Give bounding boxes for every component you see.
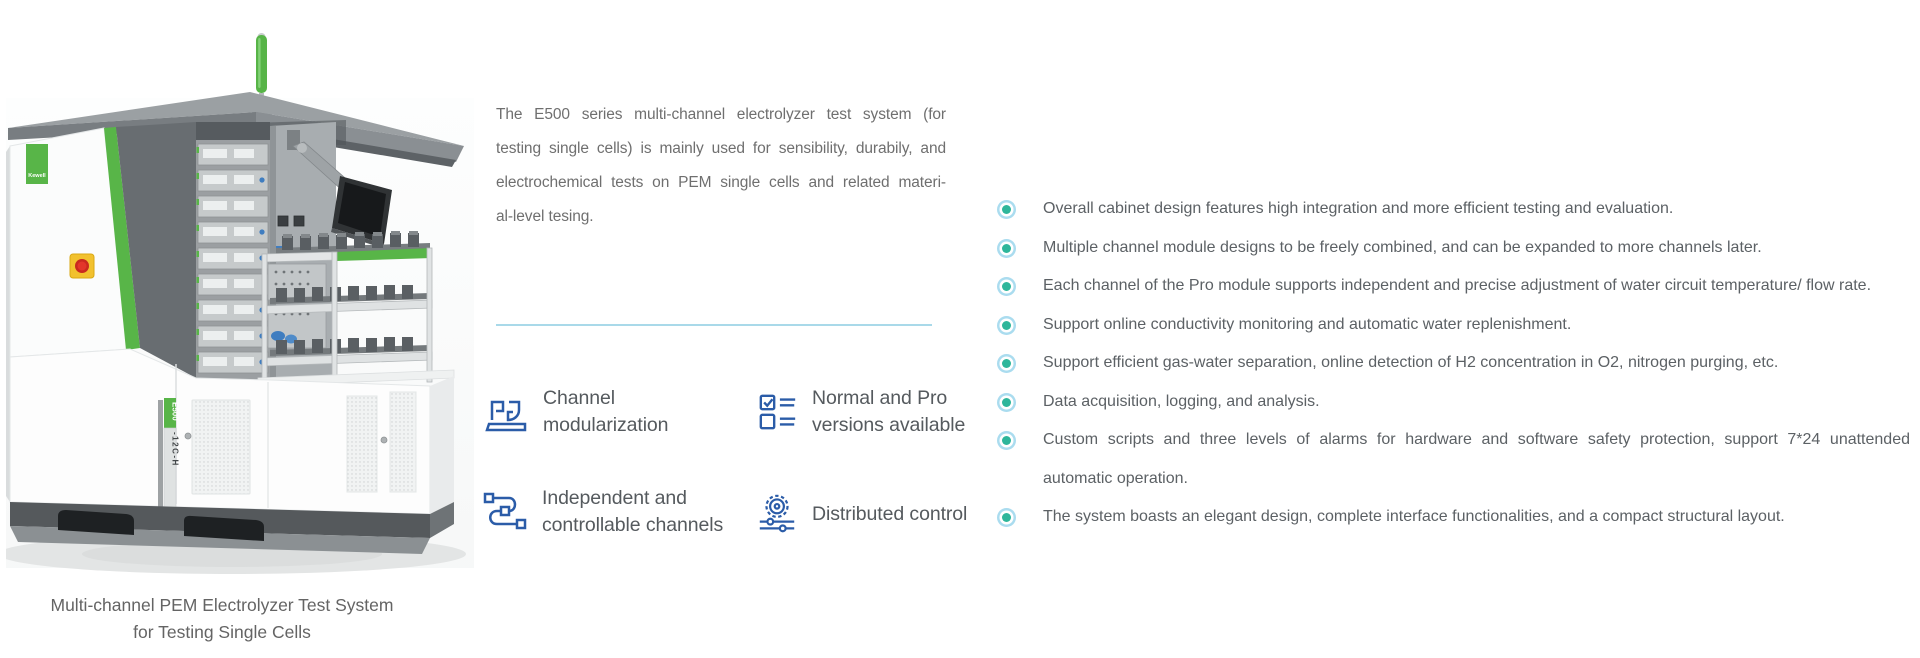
product-image	[6, 8, 506, 583]
independent-channels-icon	[481, 490, 529, 534]
test-bench	[262, 231, 432, 382]
feature-channel-modularization	[484, 384, 668, 440]
bullet-icon	[1002, 244, 1011, 253]
intro-line: al-level tesing.	[496, 208, 594, 225]
highlight-item	[998, 383, 1910, 422]
product-caption-line1: Multi-channel PEM Electrolyzer Test System	[50, 595, 394, 615]
intro-line: testing single cells) is mainly used for sensibility, durabily, and	[496, 140, 946, 157]
model-label-green-text: E500	[170, 402, 180, 421]
highlight-item	[998, 498, 1910, 537]
emergency-stop-button	[70, 254, 94, 278]
feature-versions	[757, 384, 965, 440]
distributed-control-icon	[755, 491, 799, 537]
product-figure	[6, 8, 506, 658]
module-rack	[197, 144, 269, 373]
intro-paragraph	[496, 98, 946, 234]
product-caption-line2: for Testing Single Cells	[133, 622, 311, 642]
versions-icon	[757, 390, 799, 434]
highlight-text: The system boasts an elegant design, complete interface functionalities, and a compact structural layout.	[1043, 508, 1785, 525]
intro-line: The E500 series multi-channel electrolyzer test system (for	[496, 106, 946, 123]
feature-label: Distributed control	[812, 502, 968, 525]
bullet-icon	[1002, 321, 1011, 330]
highlight-item	[998, 190, 1910, 229]
bullet-icon	[1002, 513, 1011, 522]
brand-logo	[26, 144, 48, 184]
highlight-text: Support efficient gas-water separation, online detection of H2 concentration in O2, nitrogen purging, etc.	[1043, 354, 1779, 371]
model-label-suffix-text: -12C-H	[170, 432, 180, 467]
highlight-text: Overall cabinet design features high integration and more efficient testing and evaluation.	[1043, 200, 1674, 217]
bullet-icon	[1002, 436, 1011, 445]
feature-distributed-control	[755, 486, 967, 542]
channel-modularization-icon	[484, 389, 530, 435]
highlight-item	[998, 306, 1910, 345]
feature-label: Normal and Pro versions available	[812, 387, 966, 436]
highlight-item	[998, 267, 1910, 306]
bullet-icon	[1002, 398, 1011, 407]
feature-label: Independent and controllable channels	[542, 487, 724, 536]
bullet-icon	[1002, 205, 1011, 214]
highlight-item	[998, 229, 1910, 268]
feature-independent-channels	[481, 484, 723, 540]
bullet-icon	[1002, 282, 1011, 291]
section-divider	[496, 324, 932, 326]
highlight-text: Multiple channel module designs to be freely combined, and can be expanded to more channels later.	[1043, 238, 1762, 256]
bullet-icon	[1002, 359, 1011, 368]
highlight-text: Support online conductivity monitoring and automatic water replenishment.	[1043, 315, 1572, 333]
highlights-list	[998, 190, 1910, 537]
highlight-text: Custom scripts and three levels of alarms for hardware and software safety protection, support 7*24 unattended automatic operation.	[1043, 431, 1910, 487]
highlight-item	[998, 421, 1910, 498]
feature-label: Channel modularization	[543, 387, 669, 436]
highlight-text: Data acquisition, logging, and analysis.	[1043, 392, 1320, 410]
model-label	[158, 398, 180, 512]
intro-line: electrochemical tests on PEM single cells and related materi-	[496, 174, 946, 191]
brand-logo-text: Kewell	[28, 173, 46, 179]
product-caption	[6, 592, 438, 646]
highlight-item	[998, 344, 1910, 383]
highlight-text: Each channel of the Pro module supports independent and precise adjustment of water circuit temperature/ flow rate.	[1043, 277, 1872, 294]
